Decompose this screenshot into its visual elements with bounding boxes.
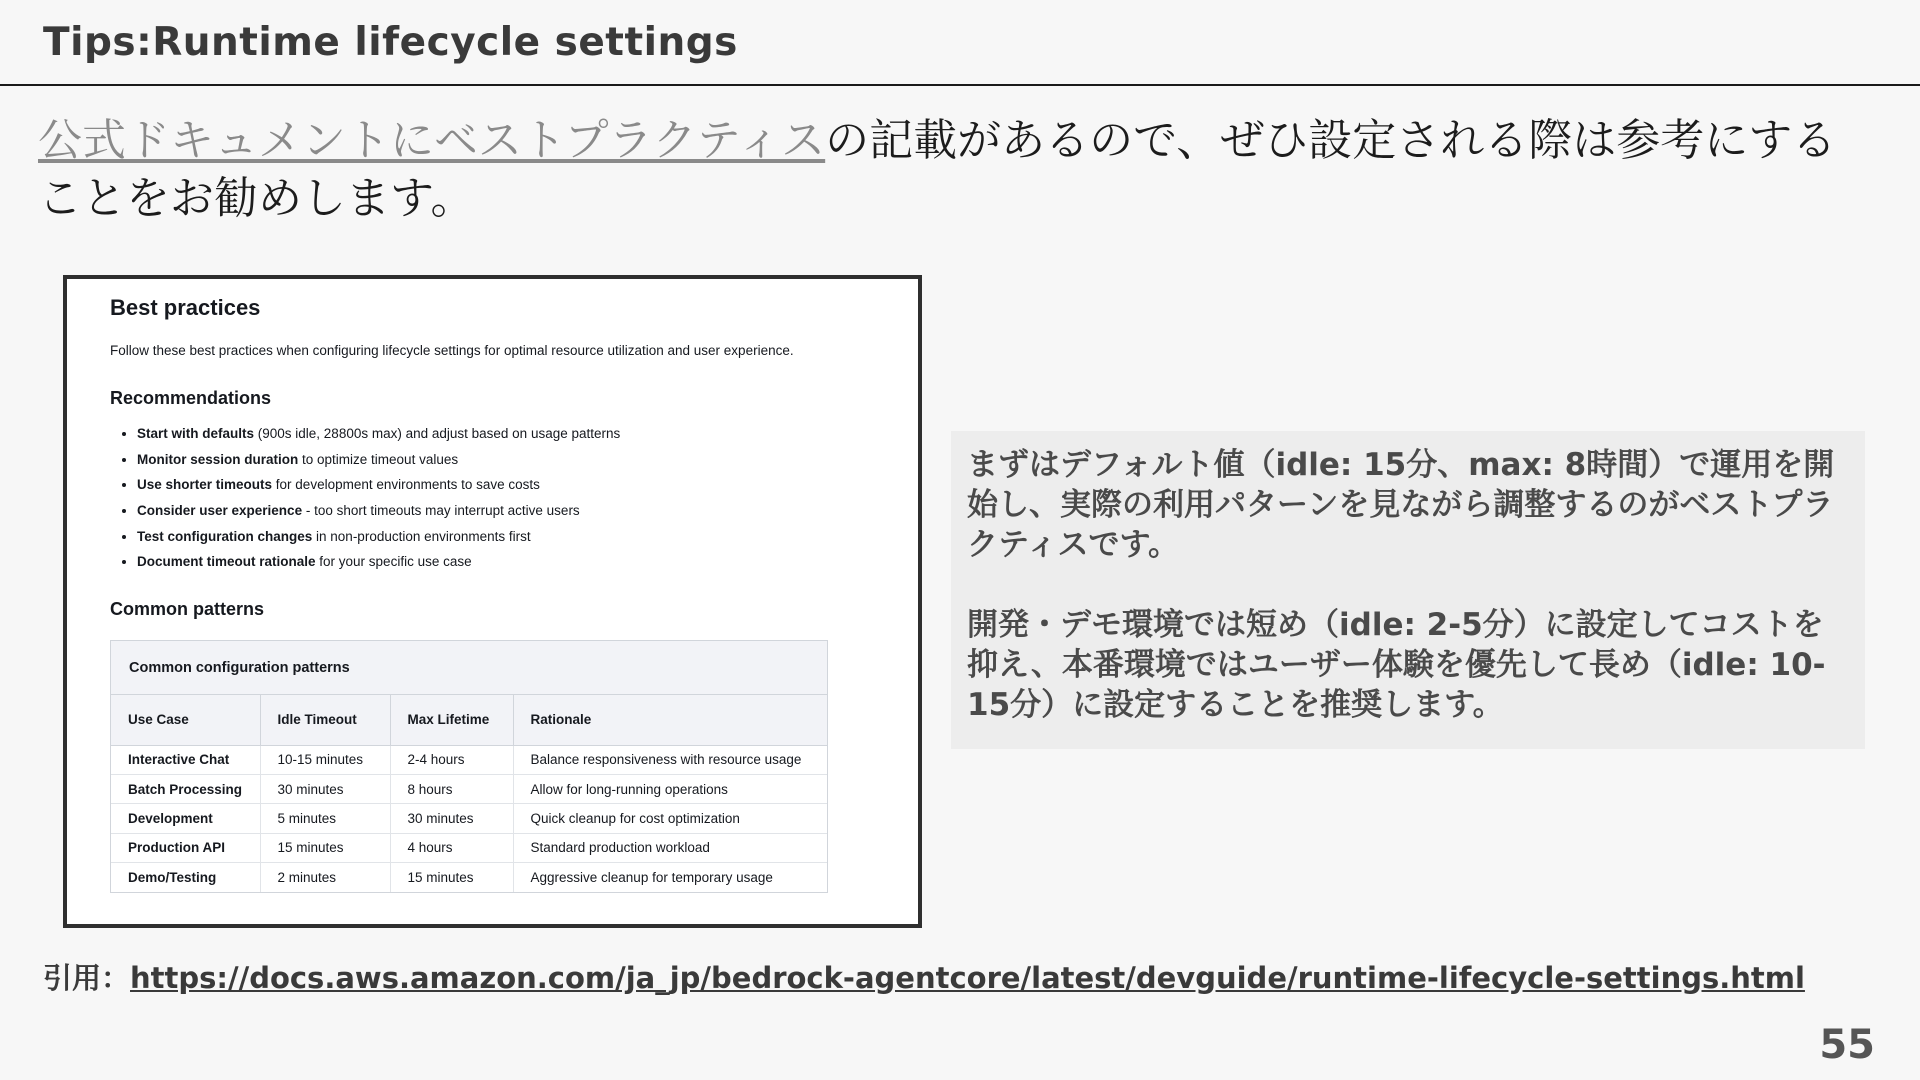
table-cell: 4 hours — [390, 833, 513, 862]
recommendations-heading: Recommendations — [110, 388, 272, 408]
table-cell: Production API — [111, 833, 260, 862]
citation-link[interactable]: https://docs.aws.amazon.com/ja_jp/bedrock-agentcore/latest/devguide/runtime-lifecycle-settings.html — [130, 961, 1805, 995]
table-cell: Allow for long-running operations — [513, 774, 827, 803]
list-item: • Test configuration changes in non-production environments first — [137, 529, 620, 555]
table-cell: 30 minutes — [260, 774, 390, 803]
note-paragraph: 開発・デモ環境では短め（idle: 2-5分）に設定してコストを抑え、本番環境ではユーザー体験を優先して長め（idle: 10-15分）に設定することを推奨します。 — [967, 607, 1826, 723]
list-item: • Use shorter timeouts for development environments to save costs — [137, 477, 620, 503]
table-row — [111, 833, 827, 862]
intro-text — [38, 112, 1878, 228]
table-row — [111, 745, 827, 774]
note-paragraph: まずはデフォルト値（idle: 15分、max: 8時間）で運用を開始し、実際の利用パターンを見ながら調整するのがベストプラクティスです。 — [967, 447, 1835, 563]
table-cell: Aggressive cleanup for temporary usage — [530, 870, 773, 885]
title-divider — [0, 84, 1920, 86]
table-cell: 2-4 hours — [390, 745, 513, 774]
summary-note — [951, 431, 1865, 749]
table-cell: Demo/Testing — [111, 863, 260, 892]
citation-label: 引用： — [43, 961, 131, 995]
table-cell: 30 minutes — [390, 804, 513, 833]
table-header-row — [111, 695, 827, 745]
intro-body: の記載があるので、ぜひ設定される際は参考にすることをお勧めします。 — [38, 115, 1837, 224]
citation — [43, 956, 1805, 997]
list-item: • Consider user experience - too short timeouts may interrupt active users — [137, 503, 620, 529]
table-cell: Batch Processing — [111, 774, 260, 803]
list-item: • Start with defaults (900s idle, 28800s max) and adjust based on usage patterns — [137, 426, 620, 452]
table-caption: Common configuration patterns — [111, 641, 827, 695]
list-item: • Monitor session duration to optimize timeout values — [137, 452, 620, 478]
recommendations-list — [137, 426, 620, 580]
column-header: Idle Timeout — [260, 695, 390, 745]
column-header: Use Case — [111, 695, 260, 745]
table-cell: 15 minutes — [260, 833, 390, 862]
table-cell: Interactive Chat — [111, 745, 260, 774]
patterns-table — [110, 640, 828, 893]
list-item: • Document timeout rationale for your specific use case — [137, 554, 620, 580]
table-row — [111, 804, 827, 833]
table-cell: Development — [111, 804, 260, 833]
table-cell: Balance responsiveness with resource usage — [513, 745, 827, 774]
table-cell: 8 hours — [390, 774, 513, 803]
table-cell: 5 minutes — [260, 804, 390, 833]
best-practices-heading: Best practices — [110, 295, 261, 320]
table-cell: 2 minutes — [260, 863, 390, 892]
table-row — [111, 774, 827, 803]
table-cell: 10-15 minutes — [260, 745, 390, 774]
table-cell: Quick cleanup for cost optimization — [513, 804, 827, 833]
table-cell: Standard production workload — [513, 833, 827, 862]
column-header: Max Lifetime — [390, 695, 513, 745]
column-header: Rationale — [513, 695, 827, 745]
best-practices-description: Follow these best practices when configuring lifecycle settings for optimal resource utilization and user experience. — [110, 343, 794, 358]
common-patterns-heading: Common patterns — [110, 599, 265, 619]
docs-link[interactable]: 公式ドキュメントにベストプラクティス — [38, 115, 826, 166]
table-cell: 15 minutes — [390, 863, 513, 892]
docs-screenshot — [63, 275, 922, 928]
slide-title: Tips:Runtime lifecycle settings — [43, 20, 738, 65]
page-number: 55 — [1819, 1022, 1875, 1068]
table-row — [111, 863, 827, 892]
